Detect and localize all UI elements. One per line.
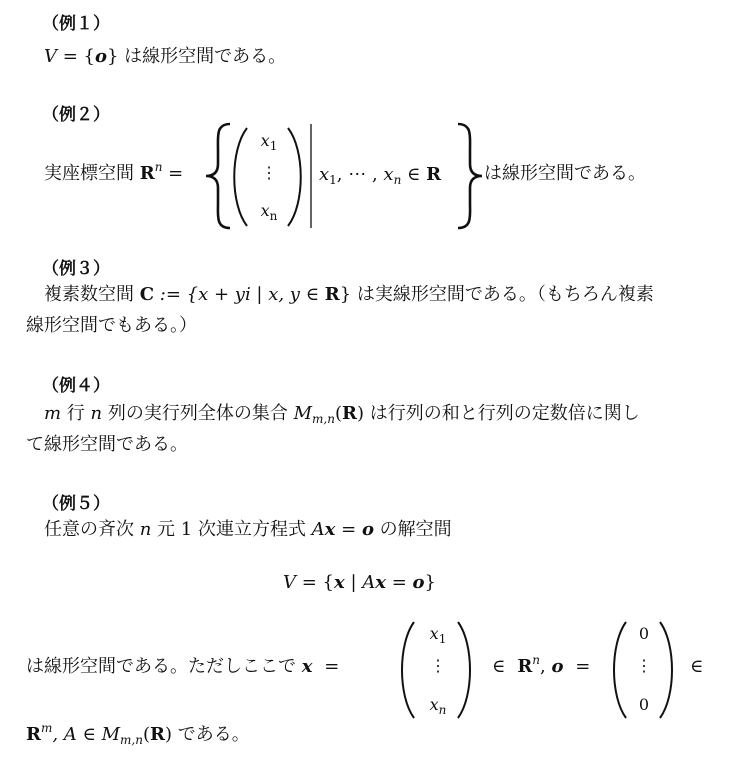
ex5-last-paren-close: ) <box>164 724 172 745</box>
close-brace: } <box>107 46 119 67</box>
ex2-entry-n-var: x <box>260 201 270 220</box>
ex5-x: x <box>324 519 336 540</box>
display-eq2: = <box>385 572 413 593</box>
cond-x1-sub: 1 <box>329 173 337 187</box>
example-1-text: は線形空間である。 <box>118 46 287 67</box>
complex-c: C <box>139 284 155 305</box>
display-bar: | <box>344 572 363 593</box>
ex5-last-m-sub: m,n <box>120 733 143 747</box>
ex5-o-eq: = <box>563 656 597 677</box>
ex4-r: R <box>341 403 357 424</box>
ex5-last-mid: , A ∈ <box>52 724 102 745</box>
ex5-r-1-sup: n <box>532 653 541 667</box>
example-2-lead-text: 実座標空間 <box>44 163 140 184</box>
ex5-last-m: M <box>101 724 121 745</box>
ex5-x-entry-n-var: x <box>429 695 439 714</box>
cond-r: R <box>426 164 442 185</box>
example-4-line-2: て線形空間である。 <box>26 434 188 455</box>
ex4-paren-close: ) <box>356 403 364 424</box>
display-eq: = { <box>296 572 334 593</box>
ex5-x-dots: ⋮ <box>430 656 446 675</box>
ex5-where-x: x <box>301 656 313 677</box>
ex2-entry-1-var: x <box>260 131 270 150</box>
ex5-r-1: R <box>517 656 533 677</box>
ex5-a: A <box>311 519 325 540</box>
ex5-x-entry-1 <box>424 624 452 646</box>
ex4-tail: は行列の和と行列の定数倍に関し <box>363 403 640 424</box>
ex5-solution-text: の解空間 <box>373 519 452 540</box>
ex3-close-brace: } <box>339 284 352 305</box>
ex5-system-text: 元 1 次連立方程式 <box>151 519 312 540</box>
zero-vector: o <box>94 46 107 67</box>
ex5-last-paren-open: ( <box>142 724 150 745</box>
ex2-vector-dots: ⋮ <box>261 163 277 182</box>
cond-x1: x <box>319 164 330 185</box>
display-v: V <box>283 572 296 593</box>
ex5-lead: 任意の斉次 <box>44 519 140 540</box>
ex4-m: m <box>44 403 62 424</box>
ex5-in-r-n <box>492 655 596 679</box>
example-2-tail: は線形空間である。 <box>484 163 646 184</box>
ex3-r: R <box>324 284 340 305</box>
ex5-o-dots: ⋮ <box>636 656 652 675</box>
ex5-x-entry-n-sub: n <box>438 703 447 717</box>
example-3-heading: （例３） <box>42 259 110 279</box>
ex3-definition: := {x + yi | x, y ∈ <box>154 284 325 305</box>
example-4-heading: （例４） <box>42 376 110 396</box>
ex4-paren-open: ( <box>334 403 342 424</box>
display-x2: x <box>375 572 386 593</box>
ex5-r-2-sup: m <box>40 721 53 735</box>
cond-in: ∈ <box>401 164 427 185</box>
ex5-last-r: R <box>149 724 165 745</box>
ex4-matrix-sub: m,n <box>312 412 335 426</box>
ex5-comma: , <box>540 656 552 677</box>
example-1-heading: （例１） <box>42 14 110 34</box>
display-o: o <box>412 572 425 593</box>
ex2-entry-n-sub: n <box>269 209 278 223</box>
ex5-last-line <box>26 723 250 747</box>
ex4-matrix-space: M <box>293 403 313 424</box>
ex5-x-entry-1-var: x <box>429 624 439 643</box>
ex5-n: n <box>139 519 152 540</box>
display-close: } <box>424 572 436 593</box>
cond-xn-sub: n <box>393 173 402 187</box>
ex5-in-2: ∈ <box>690 656 704 677</box>
ex5-r-2: R <box>26 724 41 745</box>
cond-dots: , ⋯ , <box>336 164 384 185</box>
ex4-set-text: 列の実行列全体の集合 <box>102 403 294 424</box>
example-2-equals: = <box>162 163 184 184</box>
display-x: x <box>333 572 345 593</box>
example-2-heading: （例２） <box>42 105 110 125</box>
ex5-o-entry-1: 0 <box>638 624 650 643</box>
example-5-heading: （例５） <box>42 494 110 514</box>
ex5-where-eq: = <box>312 656 346 677</box>
equals-brace: = { <box>57 46 95 67</box>
ex4-rows-text: 行 <box>61 403 91 424</box>
ex4-n: n <box>90 403 103 424</box>
ex5-eq: = <box>335 519 362 540</box>
set-v: V <box>44 46 57 67</box>
ex5-x-entry-n <box>424 695 452 717</box>
ex3-lead: 複素数空間 <box>44 284 140 305</box>
cond-xn: x <box>383 164 394 185</box>
ex5-o-2: o <box>551 656 564 677</box>
display-a: A <box>362 572 376 593</box>
ex3-tail: は実線形空間である。（もちろん複素 <box>351 284 654 305</box>
ex5-in-1: ∈ <box>492 656 506 677</box>
ex2-entry-1-sub: 1 <box>269 139 278 153</box>
ex5-o-entry-n: 0 <box>638 695 650 714</box>
example-3-line-2: 線形空間でもある。） <box>26 315 197 336</box>
ex5-o: o <box>361 519 374 540</box>
real-space-exponent: n <box>154 160 163 174</box>
ex5-x-entry-1-sub: 1 <box>438 632 447 646</box>
real-space-r: R <box>139 163 155 184</box>
ex5-last-tail: である。 <box>171 724 250 745</box>
ex5-where-lead: は線形空間である。ただしここで <box>26 656 302 677</box>
